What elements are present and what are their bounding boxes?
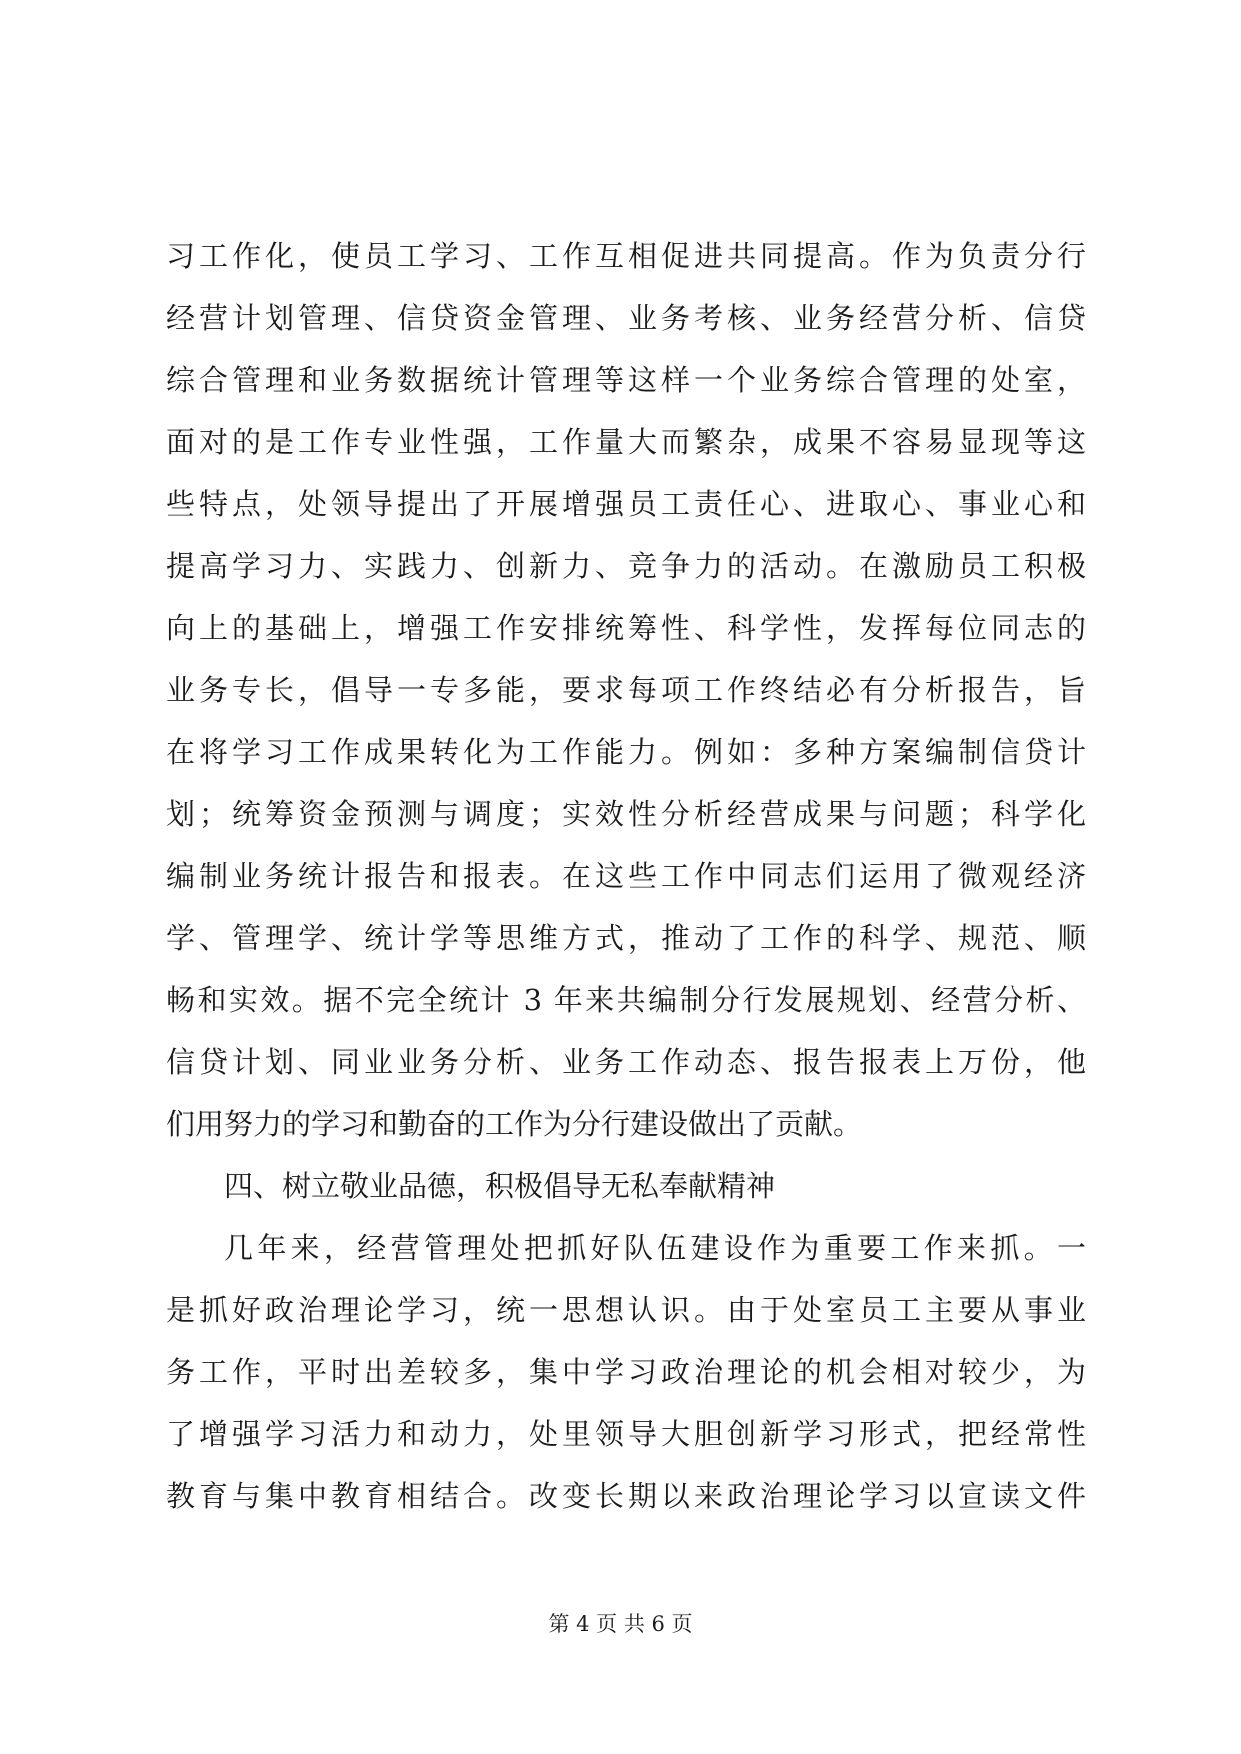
text-line: 畅和实效。据不完全统计 3 年来共编制分行发展规划、经营分析、 <box>166 983 1086 1017</box>
text-line: 习工作化，使员工学习、工作互相促进共同提高。作为负责分行 <box>166 239 1086 273</box>
text-line: 业务专长，倡导一专多能，要求每项工作终结必有分析报告，旨 <box>166 673 1086 707</box>
text-line: 经营计划管理、信贷资金管理、业务考核、业务经营分析、信贷 <box>166 301 1086 335</box>
page-footer <box>0 1608 1241 1638</box>
text-line: 是抓好政治理论学习，统一思想认识。由于处室员工主要从事业 <box>166 1293 1086 1327</box>
text-line: 提高学习力、实践力、创新力、竞争力的活动。在激励员工积极 <box>166 549 1086 583</box>
page-number-label: 第 4 页 共 6 页 <box>548 1612 693 1636</box>
text-line: 在将学习工作成果转化为工作能力。例如：多种方案编制信贷计 <box>166 735 1086 769</box>
text-line: 面对的是工作专业性强，工作量大而繁杂，成果不容易显现等这 <box>166 425 1086 459</box>
text-line: 综合管理和业务数据统计管理等这样一个业务综合管理的处室， <box>166 363 1086 397</box>
section-heading: 四、树立敬业品德，积极倡导无私奉献精神 <box>224 1169 776 1203</box>
text-line: 划；统筹资金预测与调度；实效性分析经营成果与问题；科学化 <box>166 797 1086 831</box>
text-line: 了增强学习活力和动力，处里领导大胆创新学习形式，把经常性 <box>166 1417 1086 1451</box>
text-line: 向上的基础上，增强工作安排统筹性、科学性，发挥每位同志的 <box>166 611 1086 645</box>
text-line: 务工作，平时出差较多，集中学习政治理论的机会相对较少，为 <box>166 1355 1086 1389</box>
text-line: 学、管理学、统计学等思维方式，推动了工作的科学、规范、顺 <box>166 921 1086 955</box>
text-line: 信贷计划、同业业务分析、业务工作动态、报告报表上万份，他 <box>166 1045 1086 1079</box>
text-line: 们用努力的学习和勤奋的工作为分行建设做出了贡献。 <box>166 1107 863 1141</box>
text-line: 几年来，经营管理处把抓好队伍建设作为重要工作来抓。一 <box>224 1231 1086 1265</box>
text-line: 些特点，处领导提出了开展增强员工责任心、进取心、事业心和 <box>166 487 1086 521</box>
document-body <box>166 225 1086 1527</box>
text-line: 编制业务统计报告和报表。在这些工作中同志们运用了微观经济 <box>166 859 1086 893</box>
text-line: 教育与集中教育相结合。改变长期以来政治理论学习以宣读文件 <box>166 1479 1086 1513</box>
